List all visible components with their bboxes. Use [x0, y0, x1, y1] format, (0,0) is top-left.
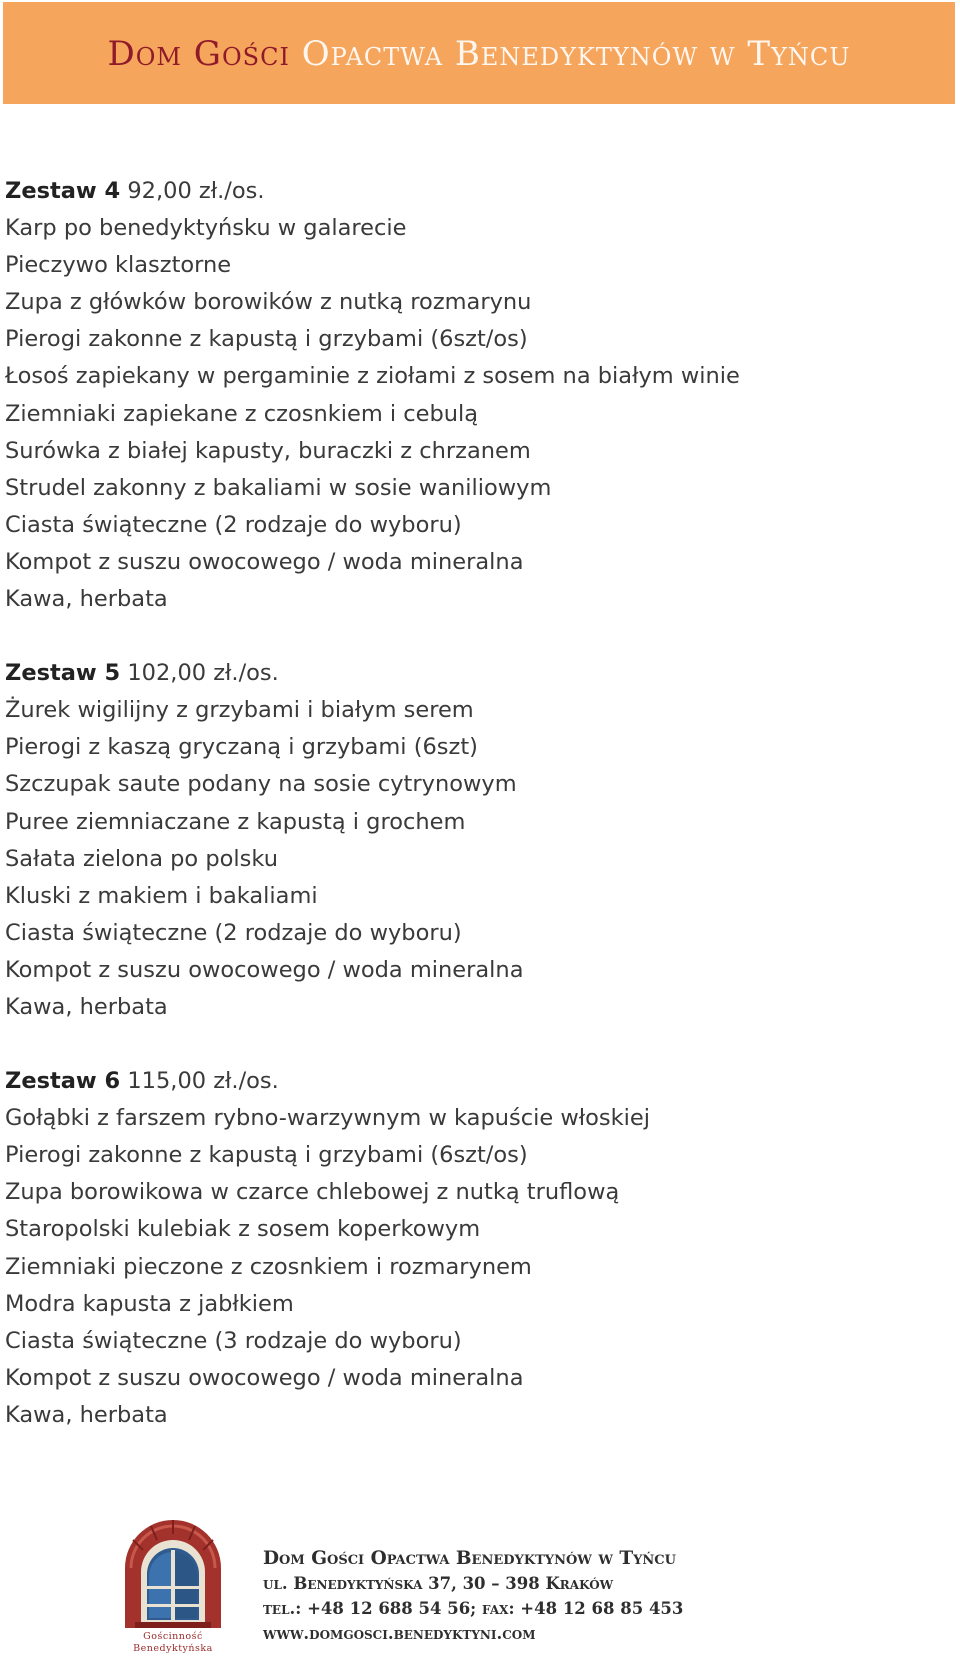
menu-item: Kompot z suszu owocowego / woda mineralna	[5, 956, 524, 983]
menu-item: Strudel zakonny z bakaliami w sosie waniliowym	[5, 474, 552, 501]
set-header	[5, 1063, 945, 1100]
header-banner	[3, 2, 955, 104]
set-name: Zestaw 6	[5, 1068, 121, 1095]
contact-address: ul. Benedyktyńska 37, 30 – 398 Kraków	[263, 1574, 614, 1593]
menu-item: Pieczywo klasztorne	[5, 252, 232, 279]
menu-item: Łosoś zapiekany w pergaminie z ziołami z sosem na białym winie	[5, 363, 740, 390]
set-name: Zestaw 4	[5, 178, 121, 204]
menu-sets	[5, 173, 945, 1471]
set-header	[5, 655, 945, 692]
contact-website[interactable]: www.domgosci.benedyktyni.com	[263, 1624, 536, 1643]
logo-caption-line2: Benedyktyńska	[133, 1643, 213, 1654]
menu-set	[5, 1063, 945, 1434]
menu-item: Karp po benedyktyńsku w galarecie	[5, 215, 407, 242]
menu-item: Kluski z makiem i bakaliami	[5, 882, 318, 909]
header-title-part2: Opactwa Benedyktynów w Tyńcu	[301, 34, 851, 74]
menu-item: Kompot z suszu owocowego / woda mineralna	[5, 548, 524, 575]
menu-set	[5, 655, 945, 1026]
menu-item: Puree ziemniaczane z kapustą i grochem	[5, 808, 466, 835]
menu-item: Kawa, herbata	[5, 993, 168, 1020]
contact-block	[263, 1546, 683, 1646]
set-header	[5, 173, 945, 210]
menu-set	[5, 173, 945, 618]
menu-item: Pierogi zakonne z kapustą i grzybami (6szt/os)	[5, 1142, 528, 1169]
menu-item: Zupa z główków borowików z nutką rozmarynu	[5, 289, 532, 316]
arched-window-logo-icon	[113, 1510, 233, 1630]
menu-item: Pierogi z kaszą gryczaną i grzybami (6szt)	[5, 734, 478, 761]
contact-name: Dom Gości Opactwa Benedyktynów w Tyńcu	[263, 1548, 676, 1569]
logo	[113, 1510, 233, 1660]
menu-item: Szczupak saute podany na sosie cytrynowym	[5, 771, 517, 798]
set-name: Zestaw 5	[5, 660, 121, 687]
menu-item: Gołąbki z farszem rybno-warzywnym w kapuście włoskiej	[5, 1105, 651, 1132]
menu-item: Ciasta świąteczne (2 rodzaje do wyboru)	[5, 919, 462, 946]
set-price: 115,00 zł./os.	[127, 1068, 279, 1095]
menu-item: Zupa borowikowa w czarce chlebowej z nutką truflową	[5, 1179, 620, 1206]
menu-item: Ziemniaki zapiekane z czosnkiem i cebulą	[5, 400, 479, 427]
menu-item: Ciasta świąteczne (2 rodzaje do wyboru)	[5, 511, 462, 538]
logo-caption-line1: Gościnność	[143, 1631, 203, 1642]
header-title	[107, 34, 850, 74]
set-price: 92,00 zł./os.	[127, 178, 265, 204]
menu-item: Ciasta świąteczne (3 rodzaje do wyboru)	[5, 1327, 462, 1354]
menu-item: Kawa, herbata	[5, 586, 168, 613]
menu-item: Modra kapusta z jabłkiem	[5, 1290, 294, 1317]
menu-item: Surówka z białej kapusty, buraczki z chrzanem	[5, 437, 531, 464]
menu-item: Pierogi zakonne z kapustą i grzybami (6szt/os)	[5, 326, 528, 353]
menu-item: Ziemniaki pieczone z czosnkiem i rozmarynem	[5, 1253, 532, 1280]
set-price: 102,00 zł./os.	[127, 660, 279, 687]
contact-phone: tel.: +48 12 688 54 56; fax: +48 12 68 85 453	[263, 1599, 684, 1618]
logo-caption	[113, 1631, 233, 1655]
menu-item: Sałata zielona po polsku	[5, 845, 278, 872]
header-title-part1: Dom Gości	[107, 34, 290, 74]
menu-item: Kompot z suszu owocowego / woda mineralna	[5, 1364, 524, 1391]
menu-item: Staropolski kulebiak z sosem koperkowym	[5, 1216, 481, 1243]
menu-item: Żurek wigilijny z grzybami i białym serem	[5, 697, 474, 724]
menu-item: Kawa, herbata	[5, 1401, 168, 1428]
footer	[113, 1510, 753, 1660]
